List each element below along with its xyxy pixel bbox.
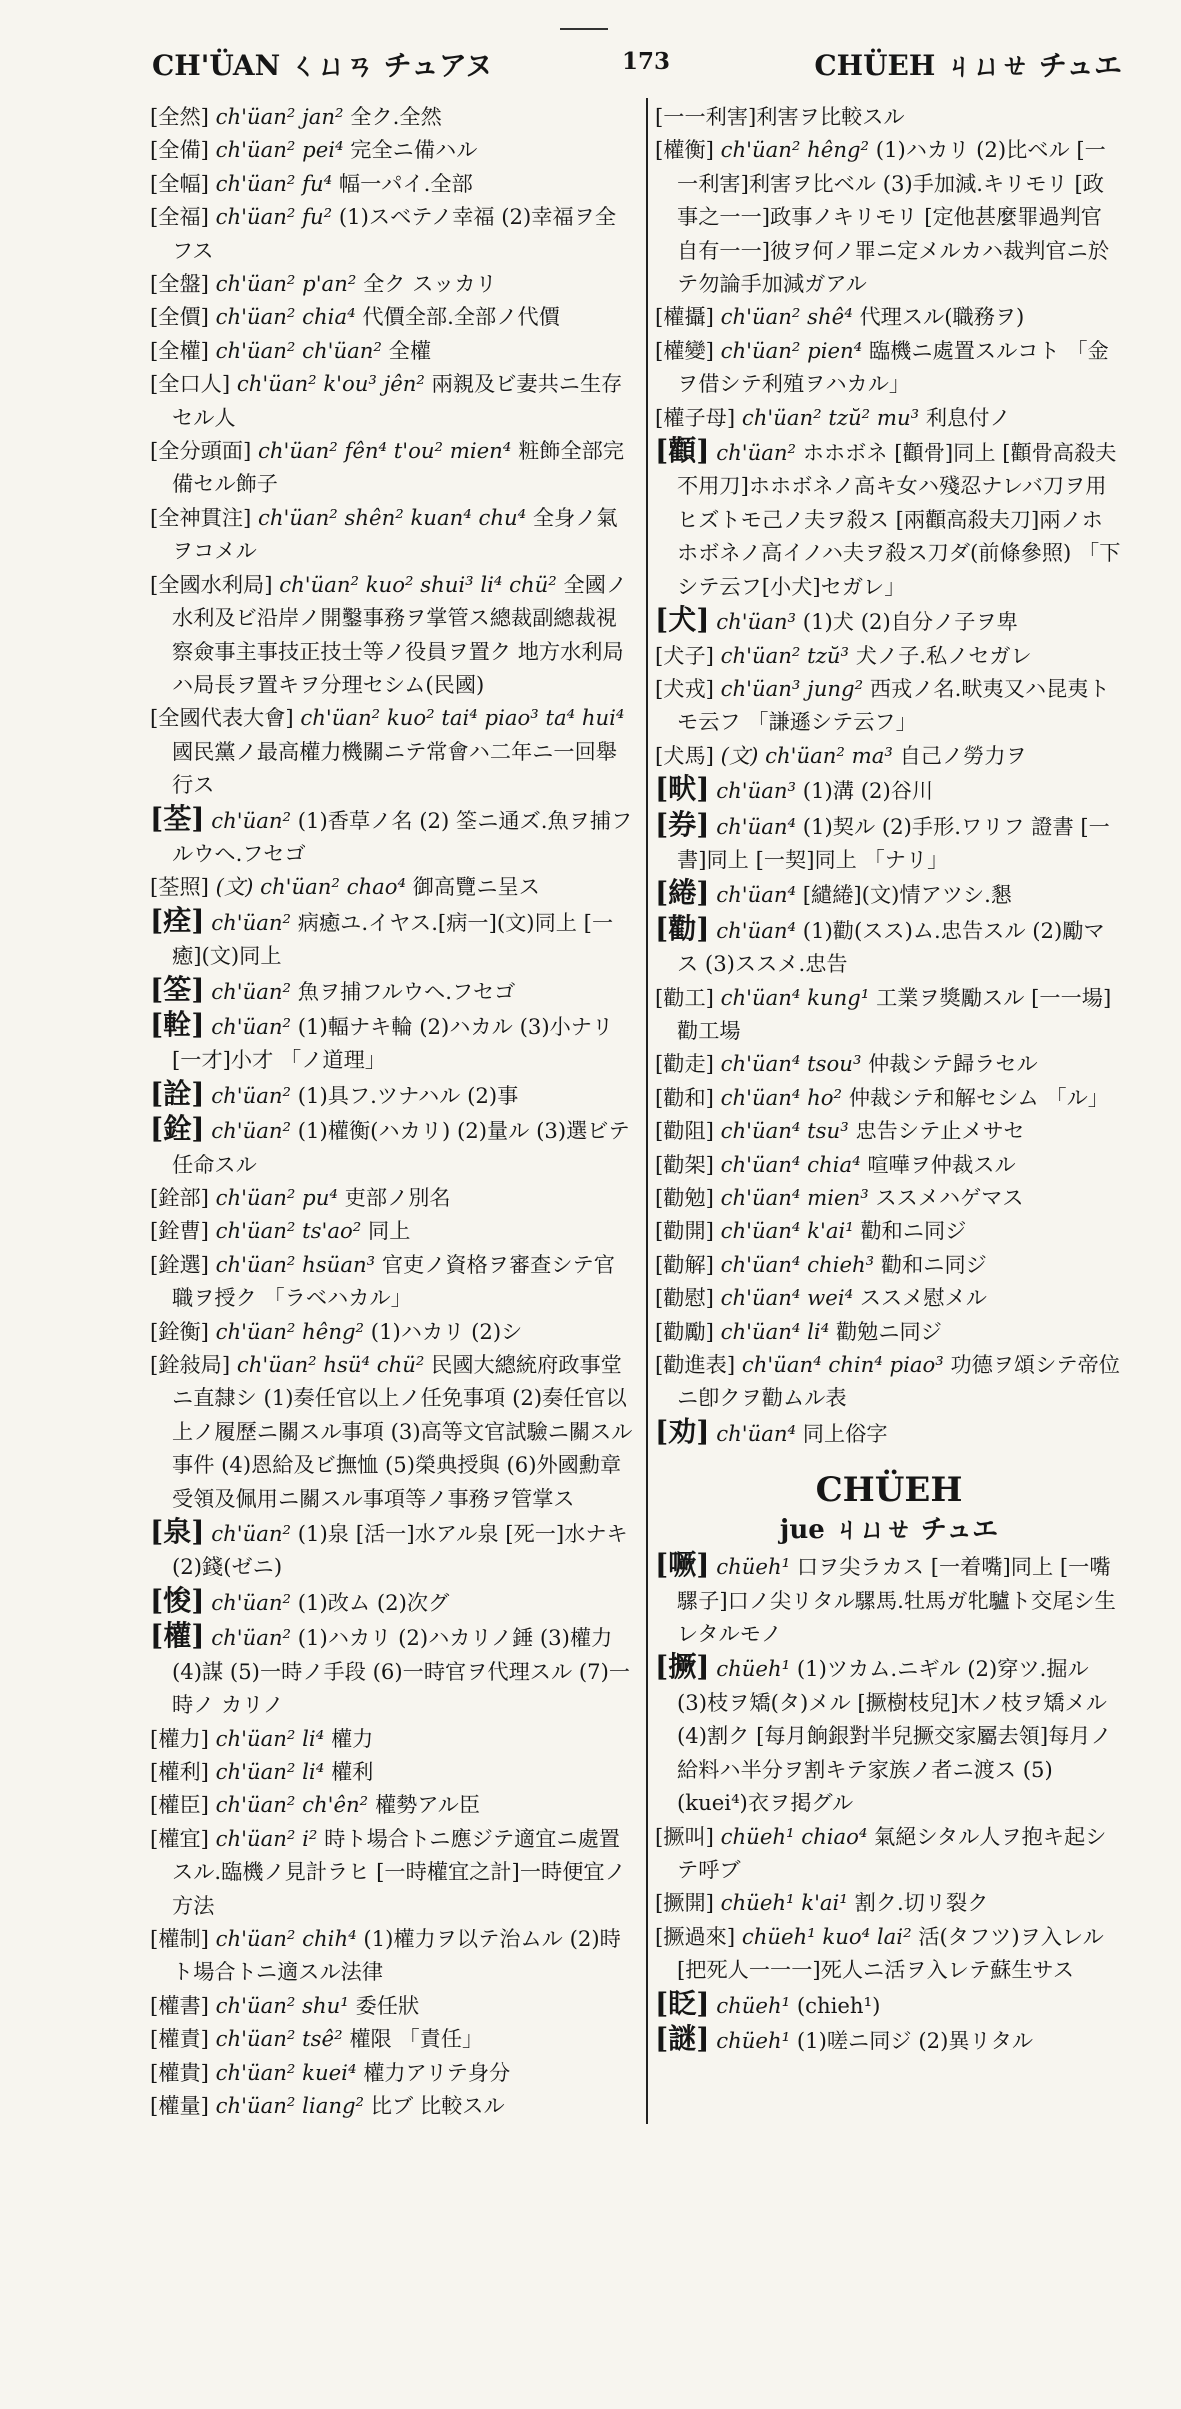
entry-romanization: ch'üan² fu⁴ [215, 170, 333, 196]
entry-definition: 利息付ノ [925, 404, 1011, 430]
dictionary-entry [655, 981, 1123, 1048]
entry-definition: (1)溝 (2)谷川 [802, 778, 934, 804]
entry-headword: [全國水利局] [150, 571, 273, 597]
dictionary-entry [150, 1822, 636, 1922]
entry-headword: [權貴] [150, 2059, 209, 2085]
entry-definition: 全國ノ水利及ビ沿岸ノ開鑿事務ヲ掌管ス總裁副總裁視察僉事主事技正技士等ノ役員ヲ置ク 地方水利局ハ局長ヲ置キヲ分理セシム(民國) [172, 571, 628, 697]
entry-headword: [全分頭面] [150, 438, 252, 464]
entry-definition: 勸和ニ同ジ [860, 1218, 967, 1244]
entry-romanization: ch'üan⁴ k'ai¹ [720, 1218, 854, 1244]
entry-romanization: ch'üan⁴ chia⁴ [720, 1151, 861, 1177]
entry-headword: [痊] [150, 903, 205, 937]
entry-headword: [全權] [150, 337, 209, 363]
entry-romanization: ch'üan² liang² [215, 2092, 365, 2118]
dictionary-entry [655, 1886, 1123, 1919]
entry-definition: 功德ヲ頌シテ帝位ニ卽クヲ勸ムル表 [677, 1352, 1120, 1411]
entry-headword: [銓部] [150, 1185, 209, 1210]
entry-definition: (1)スベテノ幸福 (2)幸福ヲ全フス [172, 204, 617, 263]
dictionary-entry [150, 1214, 636, 1247]
entry-definition: 犬ノ子.私ノセガレ [855, 642, 1032, 668]
entry-headword: [銓衡] [150, 1318, 209, 1344]
entry-definition: (1)泉 [活一]水アル泉 [死一]水ナキ (2)錢(ゼニ) [172, 1521, 628, 1580]
entry-romanization: ch'üan³ [716, 778, 797, 804]
entry-headword: [勸架] [655, 1151, 714, 1177]
dictionary-entry [655, 808, 1123, 877]
dictionary-entry [150, 1515, 636, 1584]
dictionary-entry [150, 1619, 636, 1721]
dictionary-entry [150, 1112, 636, 1181]
dictionary-entry [655, 1415, 1123, 1450]
entry-definition: (1)ハカリ (2)ハカリノ錘 (3)權力 (4)謀 (5)一時ノ手段 (6)一時官ヲ代理スル (7)一時ノ カリノ [172, 1625, 631, 1718]
entry-headword: [泉] [150, 1515, 205, 1549]
dictionary-entry [655, 334, 1123, 401]
entry-definition: 勸勉ニ同ジ [835, 1318, 942, 1344]
entry-headword: [權衡] [655, 137, 714, 163]
entry-headword: [畎] [655, 772, 710, 806]
entry-headword: [權書] [150, 1992, 209, 2018]
entry-romanization: ch'üan² shê⁴ [720, 304, 853, 330]
entry-headword: [勸] [655, 911, 710, 945]
dictionary-entry [655, 1114, 1123, 1147]
entry-romanization: ch'üan² [211, 1082, 292, 1108]
entry-romanization: ch'üan⁴ tsu³ [720, 1118, 849, 1144]
entry-romanization: ch'üan² [716, 440, 797, 466]
section-heading [655, 1468, 1123, 1548]
dictionary-entry [655, 1650, 1123, 1819]
entry-headword: [權] [150, 1619, 205, 1653]
dictionary-entry [655, 1281, 1123, 1314]
entry-romanization: ch'üan⁴ [716, 1420, 797, 1446]
entry-romanization: ch'üan² chia⁴ [215, 304, 356, 330]
dictionary-entry [150, 300, 636, 333]
entry-headword: [全福] [150, 204, 209, 230]
entry-headword: [勸勵] [655, 1318, 714, 1344]
dictionary-entry [655, 1047, 1123, 1080]
entry-headword: [荃照] [150, 874, 209, 900]
entry-headword: [劝] [655, 1414, 710, 1448]
entry-romanization: ch'üan² fên⁴ t'ou² mien⁴ [258, 438, 512, 464]
page-header [152, 44, 1122, 88]
entry-romanization: chüeh¹ chiao⁴ [720, 1823, 868, 1849]
entry-headword: [犬戎] [655, 675, 714, 701]
entry-definition: 仲裁シテ和解セシム 「ル」 [848, 1084, 1109, 1110]
dictionary-entry [150, 1008, 636, 1077]
entry-headword: [顴] [655, 434, 710, 468]
entry-romanization: ch'üan² p'an² [215, 271, 357, 297]
dictionary-entry [655, 1214, 1123, 1247]
dictionary-entry [655, 672, 1123, 739]
entry-romanization: chüeh¹ [716, 1656, 791, 1682]
entry-headword: [權宜] [150, 1825, 209, 1851]
dictionary-entry [150, 133, 636, 166]
dictionary-entry [150, 267, 636, 300]
entry-romanization: ch'üan² jan² [215, 104, 344, 129]
dictionary-entry [655, 639, 1123, 672]
dictionary-entry [655, 1920, 1123, 1987]
dictionary-entry [655, 100, 1123, 133]
dictionary-entry [150, 434, 636, 501]
entry-romanization: ch'üan² [211, 1625, 292, 1651]
dictionary-entry [150, 701, 636, 801]
entry-romanization: ch'üan² hêng² [720, 137, 870, 163]
entry-romanization: ch'üan⁴ chieh³ [720, 1251, 875, 1277]
left-column [150, 100, 636, 2125]
entry-definition: 勸和ニ同ジ [880, 1251, 987, 1277]
entry-headword: [權臣] [150, 1792, 209, 1818]
entry-romanization: ch'üan² li⁴ [215, 1758, 325, 1784]
entry-definition: 代理スル(職務ヲ) [859, 304, 1025, 330]
dictionary-entry [655, 133, 1123, 300]
entry-definition: (chieh¹) [796, 1992, 881, 2018]
dictionary-entry [655, 1248, 1123, 1281]
entry-romanization: ch'üan² k'ou³ jên² [236, 371, 425, 397]
entry-definition: ススメ慰メル [859, 1285, 987, 1311]
dictionary-entry [655, 434, 1123, 603]
entry-headword: [勸工] [655, 984, 714, 1010]
entry-headword: [全國代表大會] [150, 705, 294, 731]
entry-definition: (1)勸(スス)ム.忠告スル (2)勵マス (3)ススメ.忠告 [677, 917, 1105, 977]
entry-definition: 官吏ノ資格ヲ審查シテ官職ヲ授ク 「ラベハカル」 [172, 1251, 615, 1311]
dictionary-entry [655, 739, 1123, 772]
entry-romanization: (文) ch'üan² ma³ [720, 742, 893, 768]
entry-definition: 兩親及ビ妻共ニ生存セル人 [172, 371, 623, 430]
entry-headword: [券] [655, 807, 710, 841]
entry-headword: [詮] [150, 1076, 205, 1110]
dictionary-entry [150, 334, 636, 367]
entry-headword: [銓] [150, 1112, 205, 1146]
dictionary-entry [150, 1989, 636, 2022]
dictionary-entry [150, 802, 636, 871]
entry-headword: [悛] [150, 1583, 205, 1617]
entry-headword: [勸走] [655, 1051, 714, 1077]
entry-definition: 忠告シテ止メサセ [855, 1118, 1025, 1144]
entry-definition: 割ク.切リ裂ク [854, 1890, 989, 1916]
dictionary-entry [150, 2022, 636, 2055]
dictionary-entry [655, 1081, 1123, 1114]
entry-headword: [勸開] [655, 1218, 714, 1244]
entry-romanization: ch'üan² hsü⁴ chü² [236, 1352, 425, 1378]
entry-romanization: ch'üan² ts'ao² [215, 1218, 362, 1244]
entry-romanization: ch'üan⁴ [716, 813, 797, 839]
entry-headword: [全幅] [150, 170, 209, 196]
entry-definition: 比ブ 比較スル [370, 2092, 505, 2118]
entry-definition: 同上俗字 [802, 1420, 888, 1446]
entry-definition: 西戎ノ名.畎夷又ハ昆夷トモ云フ 「謙遜シテ云フ」 [677, 675, 1110, 735]
entry-definition: (1)權衡(ハカリ) (2)量ル (3)選ビテ任命スル [172, 1118, 630, 1177]
entry-definition: (1)改ム (2)次グ [297, 1589, 450, 1615]
entry-definition: 同上 [368, 1218, 411, 1244]
entry-romanization: ch'üan² i² [215, 1825, 318, 1851]
dictionary-entry [655, 401, 1123, 434]
entry-romanization: ch'üan² tzŭ² mu³ [741, 404, 920, 430]
entry-definition: 全權 [388, 337, 432, 363]
dictionary-entry [655, 1181, 1123, 1214]
entry-headword: [勸阻] [655, 1118, 714, 1144]
entry-definition: 喧嘩ヲ仲裁スル [867, 1151, 1016, 1177]
entry-headword: [勸慰] [655, 1285, 714, 1311]
entry-headword: [權制] [150, 1925, 209, 1951]
entry-romanization: ch'üan² shu¹ [215, 1992, 349, 2018]
dictionary-entry [150, 167, 636, 200]
dictionary-entry [150, 973, 636, 1008]
dictionary-entry [655, 603, 1123, 638]
entry-headword: [眨] [655, 1986, 710, 2020]
entry-definition: (1)具フ.ツナハル (2)事 [297, 1082, 519, 1108]
entry-headword: [權責] [150, 2026, 209, 2052]
entry-headword: [撅開] [655, 1890, 714, 1916]
entry-definition: 權利 [330, 1758, 374, 1784]
entry-definition: 活(タフツ)ヲ入レル [把死人一一一]死人ニ活ヲ入レテ蘇生サス [677, 1923, 1104, 1983]
entry-headword: [權力] [150, 1725, 209, 1751]
dictionary-entry [150, 1755, 636, 1788]
entry-romanization: ch'üan² [211, 1589, 292, 1615]
dictionary-entry [655, 1148, 1123, 1181]
entry-headword: [全神貫注] [150, 504, 252, 530]
section-title: CHÜEH [815, 1470, 963, 1511]
entry-romanization: ch'üan² kuo² shui³ li⁴ chü² [279, 571, 557, 597]
entry-romanization: ch'üan² pu⁴ [215, 1185, 338, 1210]
entry-headword: [權量] [150, 2092, 209, 2118]
entry-definition: 御高覽ニ呈ス [412, 874, 540, 900]
page-number: 173 [622, 48, 671, 75]
entry-definition: 委任狀 [355, 1992, 420, 2018]
dictionary-entry [655, 1987, 1123, 2022]
entry-headword: [權攝] [655, 304, 714, 330]
entry-headword: [勸解] [655, 1251, 714, 1277]
entry-romanization: ch'üan² li⁴ [215, 1725, 325, 1751]
entry-headword: [勸勉] [655, 1185, 714, 1210]
dictionary-entry [150, 100, 636, 133]
right-column [655, 100, 1123, 2055]
dictionary-entry [655, 876, 1123, 911]
entry-definition: 工業ヲ獎勵スル [一一場]勸工場 [677, 984, 1112, 1043]
dictionary-entry [655, 1820, 1123, 1887]
entry-headword: [綣] [655, 876, 710, 910]
dictionary-entry [150, 1315, 636, 1348]
entry-definition: [繾綣](文)情アツシ.懇 [802, 882, 1013, 908]
dictionary-entry [150, 1348, 636, 1515]
entry-definition: 權力アリテ身分 [363, 2059, 511, 2085]
entry-romanization: ch'üan² kuo² tai⁴ piao³ ta⁴ hui⁴ [300, 705, 625, 731]
dictionary-entry [150, 1584, 636, 1619]
entry-definition: 權勢アル臣 [374, 1792, 481, 1818]
dictionary-entry [150, 568, 636, 702]
entry-romanization: chüeh¹ [716, 2027, 791, 2053]
entry-headword: [全備] [150, 137, 209, 163]
entry-headword: [噘] [655, 1548, 710, 1582]
entry-definition: 自己ノ勞力ヲ [899, 742, 1027, 768]
entry-romanization: chüeh¹ [716, 1554, 791, 1580]
entry-romanization: ch'üan² pien⁴ [720, 337, 863, 363]
dictionary-entry [655, 1548, 1123, 1650]
entry-headword: [輇] [150, 1007, 205, 1041]
entry-romanization: chüeh¹ k'ai¹ [720, 1890, 848, 1916]
entry-romanization: ch'üan² [211, 1521, 292, 1547]
dictionary-entry [655, 300, 1123, 333]
entry-definition: (1)嗟ニ同ジ (2)異リタル [796, 2027, 1034, 2053]
entry-headword: [銓選] [150, 1251, 209, 1277]
entry-definition: 仲裁シテ歸ラセル [868, 1051, 1038, 1077]
dictionary-entry [655, 912, 1123, 981]
entry-romanization: ch'üan² chih⁴ [215, 1925, 357, 1951]
entry-romanization: ch'üan² [211, 978, 292, 1004]
entry-headword: [撅過來] [655, 1923, 736, 1949]
dictionary-entry [150, 501, 636, 568]
entry-headword: [荃] [150, 801, 205, 835]
entry-definition: 口ヲ尖ラカス [一着嘴]同上 [一嘴騾子]口ノ尖リタル騾馬.牡馬ガ牝驢ト交尾シ生レタルモノ [677, 1554, 1116, 1647]
entry-romanization: ch'üan⁴ mien³ [720, 1185, 869, 1210]
entry-romanization: ch'üan² ch'ên² [215, 1792, 369, 1818]
entry-romanization: ch'üan⁴ [716, 882, 797, 908]
entry-headword: [勸進表] [655, 1352, 736, 1378]
entry-definition: 全ク スッカリ [363, 271, 497, 297]
entry-romanization: ch'üan² [211, 1118, 292, 1144]
entry-romanization: ch'üan² hsüan³ [215, 1251, 376, 1277]
entry-definition: 魚ヲ捕フルウヘ.フセゴ [297, 978, 516, 1004]
entry-headword: [權變] [655, 337, 714, 363]
entry-romanization: ch'üan² [211, 909, 292, 935]
entry-headword: [犬子] [655, 642, 714, 668]
header-right-guide-word: CHÜEH ㄐㄩㄝ チュエ [814, 49, 1122, 82]
entry-definition: 幅一パイ.全部 [338, 170, 473, 196]
dictionary-entry [655, 1315, 1123, 1348]
entry-romanization: ch'üan² fu² [215, 204, 333, 230]
entry-definition: 民國大總統府政事堂ニ直隸シ (1)奏任官以上ノ任免事項 (2)奏任官以上ノ履歷ニ關スル事項 (3)高等文官試驗ニ關スル事件 (4)恩給及ビ撫恤 (5)榮典授與 (6)外國勳章受領及佩用ニ關スル事項等ノ事務ヲ管掌ス [172, 1352, 633, 1511]
dictionary-entry [150, 1077, 636, 1112]
entry-romanization: ch'üan⁴ tsou³ [720, 1051, 862, 1077]
entry-headword: [全然] [150, 104, 209, 129]
dictionary-entry [655, 2022, 1123, 2057]
entry-headword: [權子母] [655, 404, 736, 430]
entry-headword: [犬] [655, 603, 710, 637]
dictionary-entry [150, 904, 636, 973]
entry-romanization: ch'üan³ jung² [720, 675, 864, 701]
entry-romanization: ch'üan² tsê² [215, 2026, 343, 2052]
entry-romanization: ch'üan⁴ ho² [720, 1084, 843, 1110]
header-left-guide-word: CH'ÜAN ㄑㄩㄢ チュアヌ [152, 49, 493, 82]
entry-romanization: ch'üan⁴ wei⁴ [720, 1285, 854, 1311]
dictionary-entry [150, 1788, 636, 1821]
entry-definition: [一一利害]利害ヲ比較スル [655, 104, 905, 129]
entry-definition: 病癒ユ.イヤス.[病一](文)同上 [一癒](文)同上 [172, 909, 614, 969]
dictionary-entry [150, 1722, 636, 1755]
entry-definition: 全身ノ氣ヲコメル [172, 504, 618, 564]
entry-romanization: ch'üan² ch'üan² [215, 337, 382, 363]
entry-romanization: ch'üan⁴ chin⁴ piao³ [741, 1352, 944, 1378]
entry-definition: 完全ニ備ハル [350, 137, 478, 163]
entry-romanization: ch'üan⁴ li⁴ [720, 1318, 830, 1344]
entry-definition: 代價全部.全部ノ代價 [362, 304, 560, 330]
entry-definition: (1)ツカム.ニギル (2)穿ツ.掘ル (3)枝ヲ矯(タ)メル [撅樹枝兒]木ノ枝ヲ矯メル (4)割ク [每月餉銀對半兒撅交家屬去領]每月ノ給料ハ半分ヲ割キテ家族ノ者ニ渡ス (5)(kuei⁴)衣ヲ掲グル [677, 1656, 1112, 1816]
entry-definition: 權力 [330, 1725, 374, 1751]
entry-headword: [勸和] [655, 1084, 714, 1110]
dictionary-entry [655, 772, 1123, 807]
entry-definition: 吏部ノ別名 [344, 1185, 451, 1210]
entry-headword: [犬馬] [655, 742, 714, 768]
entry-headword: [權利] [150, 1758, 209, 1784]
entry-romanization: ch'üan² tzŭ³ [720, 642, 849, 668]
entry-romanization: ch'üan² shên² kuan⁴ chu⁴ [258, 504, 527, 530]
entry-romanization: chüeh¹ [716, 1992, 791, 2018]
entry-romanization: ch'üan² hêng² [215, 1318, 365, 1344]
dictionary-entry [150, 2089, 636, 2122]
entry-headword: [撅] [655, 1650, 710, 1684]
dictionary-entry [150, 1922, 636, 1989]
entry-definition: ススメハゲマス [875, 1185, 1024, 1210]
entry-romanization: ch'üan² [211, 1013, 292, 1039]
entry-definition: (1)ハカリ (2)比ベル [一一利害]利害ヲ比ベル (3)手加減.キリモリ [政事之一一]政事ノキリモリ [定他甚麼罪過判官自有一一]彼ヲ何ノ罪ニ定メルカハ裁判官ニ於テ勿論手加減ガアル [677, 137, 1110, 297]
dictionary-entry [150, 200, 636, 267]
entry-definition: 氣絕シタル人ヲ抱キ起シテ呼ブ [677, 1823, 1107, 1882]
entry-definition: (1)權力ヲ以テ治ムル (2)時ト場合トニ適スル法律 [172, 1925, 621, 1985]
entry-headword: [全口人] [150, 371, 231, 397]
entry-definition: (1)輻ナキ輪 (2)ハカル (3)小ナリ [一才]小才 「ノ道理」 [172, 1013, 614, 1073]
entry-romanization: ch'üan⁴ kung¹ [720, 984, 870, 1010]
entry-headword: [撅叫] [655, 1823, 714, 1849]
entry-definition: 臨機ニ處置スルコト 「金ヲ借シテ利殖ヲハカル」 [677, 337, 1109, 397]
entry-definition: 粧飾全部完備セル飾子 [172, 438, 625, 497]
entry-romanization: chüeh¹ kuo⁴ lai² [741, 1923, 912, 1949]
entry-romanization: ch'üan² pei⁴ [215, 137, 344, 163]
entry-definition: (1)ハカリ (2)シ [370, 1318, 523, 1344]
entry-definition: (1)契ル (2)手形.ワリフ 證書 [一書]同上 [一契]同上 「ナリ」 [677, 813, 1110, 872]
entry-headword: [全價] [150, 304, 209, 330]
section-subtitle: jue ㄐㄩㄝ チュエ [779, 1515, 999, 1546]
entry-definition: 全ク.全然 [350, 104, 442, 129]
entry-romanization: ch'üan³ [716, 609, 797, 635]
dictionary-entry [150, 1248, 636, 1315]
entry-romanization: ch'üan⁴ [716, 917, 797, 943]
entry-headword: [銓敍局] [150, 1352, 231, 1378]
dictionary-entry [150, 2056, 636, 2089]
entry-definition: (1)犬 (2)自分ノ子ヲ卑 [802, 609, 1018, 635]
column-divider [646, 98, 648, 2124]
entry-headword: [銓曹] [150, 1218, 209, 1244]
entry-definition: 權限 「責任」 [349, 2026, 484, 2052]
dictionary-entry [150, 367, 636, 434]
entry-definition: 時ト場合トニ應ジテ適宜ニ處置スル.臨機ノ見計ラヒ [一時權宜之計]一時便宜ノ方法 [172, 1825, 626, 1918]
entry-romanization: (文) ch'üan² chao⁴ [215, 874, 407, 900]
entry-romanization: ch'üan² [211, 807, 292, 833]
dictionary-entry [150, 1181, 636, 1214]
entry-headword: [全盤] [150, 271, 209, 297]
entry-headword: [筌] [150, 972, 205, 1006]
dictionary-entry [655, 1348, 1123, 1415]
entry-headword: [謎] [655, 2021, 710, 2055]
entry-romanization: ch'üan² kuei⁴ [215, 2059, 357, 2085]
dictionary-entry [150, 870, 636, 903]
entry-definition: 國民黨ノ最高權力機關ニテ常會ハ二年ニ一回舉行ス [172, 738, 617, 798]
top-rule-mark [560, 28, 608, 30]
entry-definition: ホホボネ [顴骨]同上 [顴骨高殺夫不用刀]ホホボネノ高キ女ハ殘忍ナレバ刀ヲ用ヒズトモ己ノ夫ヲ殺ス [兩顴高殺夫刀]兩ノホホボネノ高イノハ夫ヲ殺ス刀ダ(前條參照) 「下シテ云フ[小犬]セガレ」 [677, 440, 1121, 599]
entry-definition: (1)香草ノ名 (2) 筌ニ通ズ.魚ヲ捕フルウヘ.フセゴ [172, 807, 633, 866]
